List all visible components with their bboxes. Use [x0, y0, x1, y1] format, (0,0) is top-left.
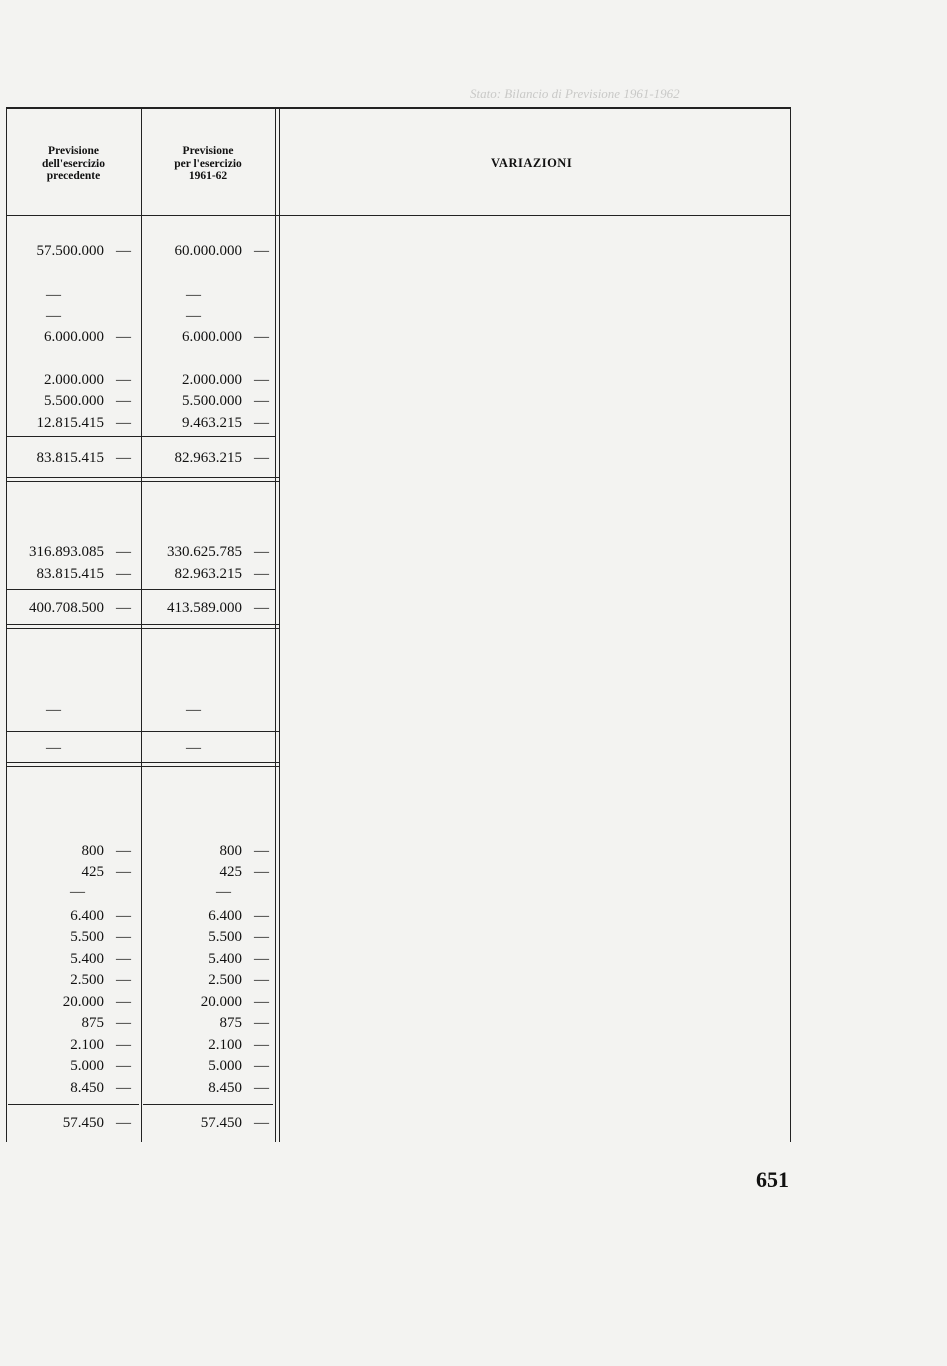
header-line: Previsione — [48, 145, 99, 157]
prev-value: 6.400 — [70, 908, 104, 924]
prev-value: 875 — [81, 1015, 104, 1031]
prev-value: 5.400 — [70, 951, 104, 967]
dash: — — [116, 1115, 131, 1131]
dash: — — [116, 372, 131, 388]
table-row — [0, 542, 290, 562]
dash: — — [116, 243, 131, 259]
dash: — — [254, 372, 269, 388]
prev-value: 57.450 — [62, 1115, 104, 1131]
dash: — — [254, 929, 269, 945]
dash: — — [116, 329, 131, 345]
dash: — — [116, 393, 131, 409]
curr-value: 6.400 — [208, 908, 242, 924]
dash: — — [116, 951, 131, 967]
dash: — — [116, 908, 131, 924]
curr-value: 2.100 — [208, 1037, 242, 1053]
empty-value-dash: — — [46, 287, 61, 303]
table-row — [0, 862, 290, 882]
curr-value: 2.000.000 — [182, 372, 242, 388]
empty-value-dash: — — [186, 287, 201, 303]
empty-value-dash: — — [186, 740, 201, 756]
dash: — — [254, 864, 269, 880]
table-row — [0, 370, 290, 390]
curr-value: 5.000 — [208, 1058, 242, 1074]
dash: — — [254, 243, 269, 259]
dash: — — [254, 1080, 269, 1096]
double-rule-top — [6, 762, 279, 763]
prev-value: 5.000 — [70, 1058, 104, 1074]
dash: — — [254, 972, 269, 988]
prev-value: 5.500.000 — [44, 393, 104, 409]
header-bottom-rule — [6, 215, 791, 216]
table-row-total — [0, 1113, 290, 1133]
curr-value: 82.963.215 — [174, 450, 242, 466]
faded-running-header: Stato: Bilancio di Previsione 1961-1962 — [470, 86, 680, 101]
dash: — — [254, 1058, 269, 1074]
header-line: 1961-62 — [188, 170, 228, 182]
subtotal-rule — [6, 436, 141, 437]
total-rule — [6, 589, 141, 590]
prev-value: 400.708.500 — [29, 600, 104, 616]
table-right-border — [790, 107, 791, 1142]
table-row — [0, 1056, 290, 1076]
dash: — — [116, 843, 131, 859]
prev-value: 2.000.000 — [44, 372, 104, 388]
curr-value: 82.963.215 — [174, 566, 242, 582]
empty-value-dash: — — [186, 308, 201, 324]
dash: — — [254, 415, 269, 431]
table-row — [0, 413, 290, 433]
table-row — [0, 564, 290, 584]
dash: — — [116, 972, 131, 988]
dash: — — [254, 329, 269, 345]
double-rule-bottom — [6, 481, 279, 482]
prev-value: 425 — [81, 864, 104, 880]
prev-value: 83.815.415 — [36, 566, 104, 582]
curr-value: 330.625.785 — [167, 544, 242, 560]
page-number: 651 — [756, 1167, 789, 1192]
empty-value-dash: — — [46, 702, 61, 718]
table-row-subtotal — [0, 448, 290, 468]
curr-value: 6.000.000 — [182, 329, 242, 345]
prev-value: 5.500 — [70, 929, 104, 945]
dash: — — [116, 864, 131, 880]
subtotal-rule — [141, 436, 275, 437]
table-row — [0, 391, 290, 411]
table-row — [0, 906, 290, 926]
double-rule-bottom — [6, 628, 279, 629]
table-row — [0, 241, 290, 261]
total-rule — [8, 1104, 139, 1105]
dash: — — [254, 1015, 269, 1031]
prev-value: 8.450 — [70, 1080, 104, 1096]
table-row — [0, 1035, 290, 1055]
table-row — [0, 992, 290, 1012]
double-rule-bottom — [6, 766, 279, 767]
table-row — [0, 1078, 290, 1098]
prev-value: 83.815.415 — [36, 450, 104, 466]
dash: — — [254, 393, 269, 409]
dash: — — [116, 994, 131, 1010]
prev-value: 316.893.085 — [29, 544, 104, 560]
table-row — [0, 970, 290, 990]
table-row — [0, 327, 290, 347]
table-row-total — [0, 598, 290, 618]
curr-value: 2.500 — [208, 972, 242, 988]
total-rule — [143, 1104, 273, 1105]
dash: — — [116, 1015, 131, 1031]
header-line: Previsione — [182, 145, 234, 157]
empty-value-dash: — — [186, 702, 201, 718]
total-rule — [141, 589, 275, 590]
dash: — — [254, 994, 269, 1010]
curr-value: 413.589.000 — [167, 600, 242, 616]
curr-value: 20.000 — [200, 994, 242, 1010]
dash: — — [254, 544, 269, 560]
dash: — — [254, 1037, 269, 1053]
dash: — — [116, 544, 131, 560]
table-row — [0, 841, 290, 861]
header-previsione-precedente — [6, 145, 141, 183]
dash: — — [116, 566, 131, 582]
header-line: precedente — [46, 170, 101, 182]
dash: — — [254, 951, 269, 967]
dash: — — [254, 1115, 269, 1131]
dash: — — [254, 450, 269, 466]
dash: — — [254, 566, 269, 582]
prev-value: 2.100 — [70, 1037, 104, 1053]
curr-value: 8.450 — [208, 1080, 242, 1096]
prev-value: 800 — [81, 843, 104, 859]
dash: — — [116, 1080, 131, 1096]
table-row — [0, 1013, 290, 1033]
empty-value-dash: — — [46, 740, 61, 756]
dash: — — [116, 929, 131, 945]
prev-value: 57.500.000 — [36, 243, 104, 259]
prev-value: 12.815.415 — [36, 415, 104, 431]
dash: — — [116, 600, 131, 616]
curr-value: 57.450 — [200, 1115, 242, 1131]
header-previsione-corrente — [141, 145, 275, 183]
dash: — — [254, 600, 269, 616]
header-line: dell'esercizio — [41, 157, 105, 170]
dash: — — [116, 1058, 131, 1074]
table-row — [0, 949, 290, 969]
table-row — [0, 927, 290, 947]
curr-value: 5.500 — [208, 929, 242, 945]
section-rule — [6, 731, 279, 732]
empty-value-dash: — — [216, 884, 231, 900]
curr-value: 5.500.000 — [182, 393, 242, 409]
prev-value: 6.000.000 — [44, 329, 104, 345]
curr-value: 875 — [219, 1015, 242, 1031]
dash: — — [116, 450, 131, 466]
prev-value: 20.000 — [62, 994, 104, 1010]
curr-value: 800 — [219, 843, 242, 859]
empty-value-dash: — — [46, 308, 61, 324]
table-top-rule — [6, 107, 791, 109]
double-rule-top — [6, 477, 279, 478]
double-rule-top — [6, 624, 279, 625]
dash: — — [116, 1037, 131, 1053]
curr-value: 9.463.215 — [182, 415, 242, 431]
curr-value: 60.000.000 — [174, 243, 242, 259]
header-line: per l'esercizio — [174, 157, 242, 170]
curr-value: 5.400 — [208, 951, 242, 967]
prev-value: 2.500 — [70, 972, 104, 988]
dash: — — [254, 843, 269, 859]
curr-value: 425 — [219, 864, 242, 880]
dash: — — [116, 415, 131, 431]
dash: — — [254, 908, 269, 924]
header-variazioni: VARIAZIONI — [491, 156, 573, 170]
empty-value-dash: — — [70, 884, 85, 900]
